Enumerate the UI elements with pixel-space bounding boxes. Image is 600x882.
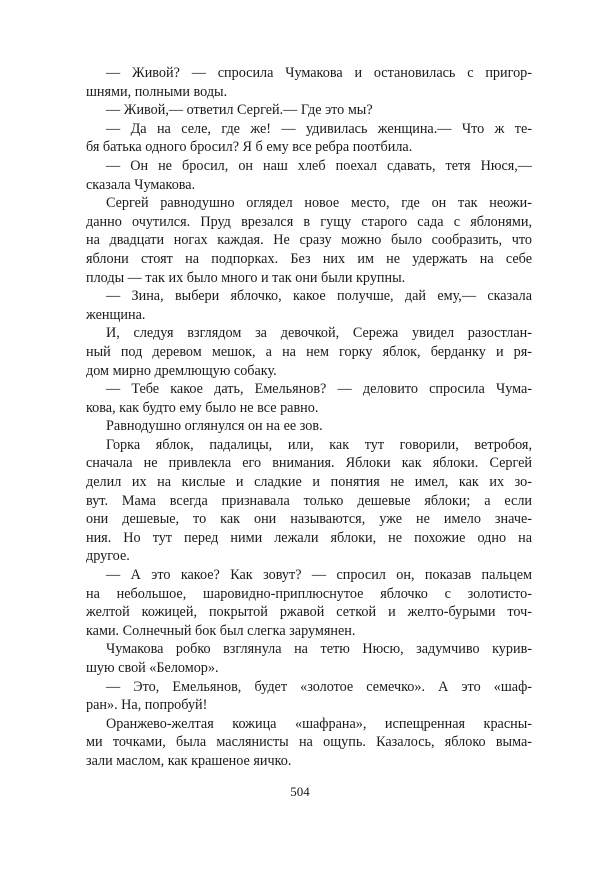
text-line: на двадцати ногах каждая. Не сразу можно было сообразить, что	[86, 232, 532, 249]
page-number: 504	[290, 784, 310, 799]
text-line: они дешевые, то как они называются, уже не имело значе-	[86, 511, 532, 528]
text-line: шнями, полными воды.	[86, 83, 228, 100]
text-line: — Живой,— ответил Сергей.— Где это мы?	[106, 102, 373, 119]
text-line: женщина.	[86, 306, 146, 323]
text-line: И, следуя взглядом за девочкой, Сережа увидел разостлан-	[106, 325, 532, 342]
text-line: ный под деревом мешок, а на нем горку яблок, берданку и ря-	[86, 343, 532, 360]
text-line: зали маслом, как крашеное яичко.	[86, 752, 292, 769]
text-line: — А это какое? Как зовут? — спросил он, показав пальцем	[106, 567, 532, 584]
text-line: — Живой? — спросила Чумакова и остановилась с пригор-	[106, 65, 532, 81]
text-line: Горка яблок, падалицы, или, как тут говорили, ветробоя,	[106, 436, 532, 453]
text-line: вут. Мама всегда признавала только дешевые яблоки; а если	[86, 492, 532, 509]
text-line: ния. Но тут перед ними лежали яблоки, не похожие одно на	[86, 529, 532, 546]
text-line: другое.	[86, 548, 130, 565]
text-line: ми точками, была маслянисты на ощупь. Казалось, яблоко выма-	[86, 734, 532, 751]
text-line: дом мирно дремлющую собаку.	[86, 362, 277, 379]
text-line: Оранжево-желтая кожица «шафрана», испещренная красны-	[106, 715, 532, 732]
text-line: — Это, Емельянов, будет «золотое семечко». А это «шаф-	[106, 678, 532, 695]
text-line: Равнодушно оглянулся он на ее зов.	[106, 418, 323, 435]
text-line: данно очутился. Пруд врезался в гущу старого сада с яблонями,	[86, 213, 532, 230]
text-line: бя батька одного бросил? Я б ему все ребра поотбила.	[86, 139, 413, 156]
text-line: делил их на кислые и сладкие и понятия не имел, как их зо-	[86, 474, 532, 491]
text-line: — Тебе какое дать, Емельянов? — деловито спросила Чума-	[106, 381, 532, 398]
text-line: желтой кожицей, покрытой ржавой сеткой и желто-бурыми точ-	[86, 604, 532, 621]
text-line: сначала не привлекла его внимания. Яблоки как яблоки. Сергей	[86, 455, 532, 472]
text-line: — Он не бросил, он наш хлеб поехал сдавать, тетя Нюся,—	[106, 157, 532, 174]
text-line: Сергей равнодушно оглядел новое место, где он так неожи-	[106, 195, 532, 212]
text-line: на небольшое, шаровидно-приплюснутое яблочко с золотисто-	[86, 585, 532, 602]
text-line: плоды — так их было много и так они были крупны.	[86, 269, 406, 286]
page-body-text	[86, 64, 532, 771]
text-line: — Да на селе, где же! — удивилась женщина.— Что ж те-	[106, 120, 532, 137]
text-line: — Зина, выбери яблочко, какое получше, дай ему,— сказала	[106, 288, 532, 305]
text-line: ран». На, попробуй!	[86, 697, 208, 714]
text-line: Чумакова робко взглянула на тетю Нюсю, задумчиво курив-	[106, 641, 532, 658]
text-line: кова, как будто ему было не все равно.	[86, 399, 319, 416]
text-line: сказала Чумакова.	[86, 176, 196, 193]
text-line: шую свой «Беломор».	[86, 660, 219, 676]
text-line: яблони стоят на подпорках. Без них им не удержать на себе	[86, 250, 532, 267]
text-line: ками. Солнечный бок был слегка зарумянен.	[86, 622, 356, 639]
